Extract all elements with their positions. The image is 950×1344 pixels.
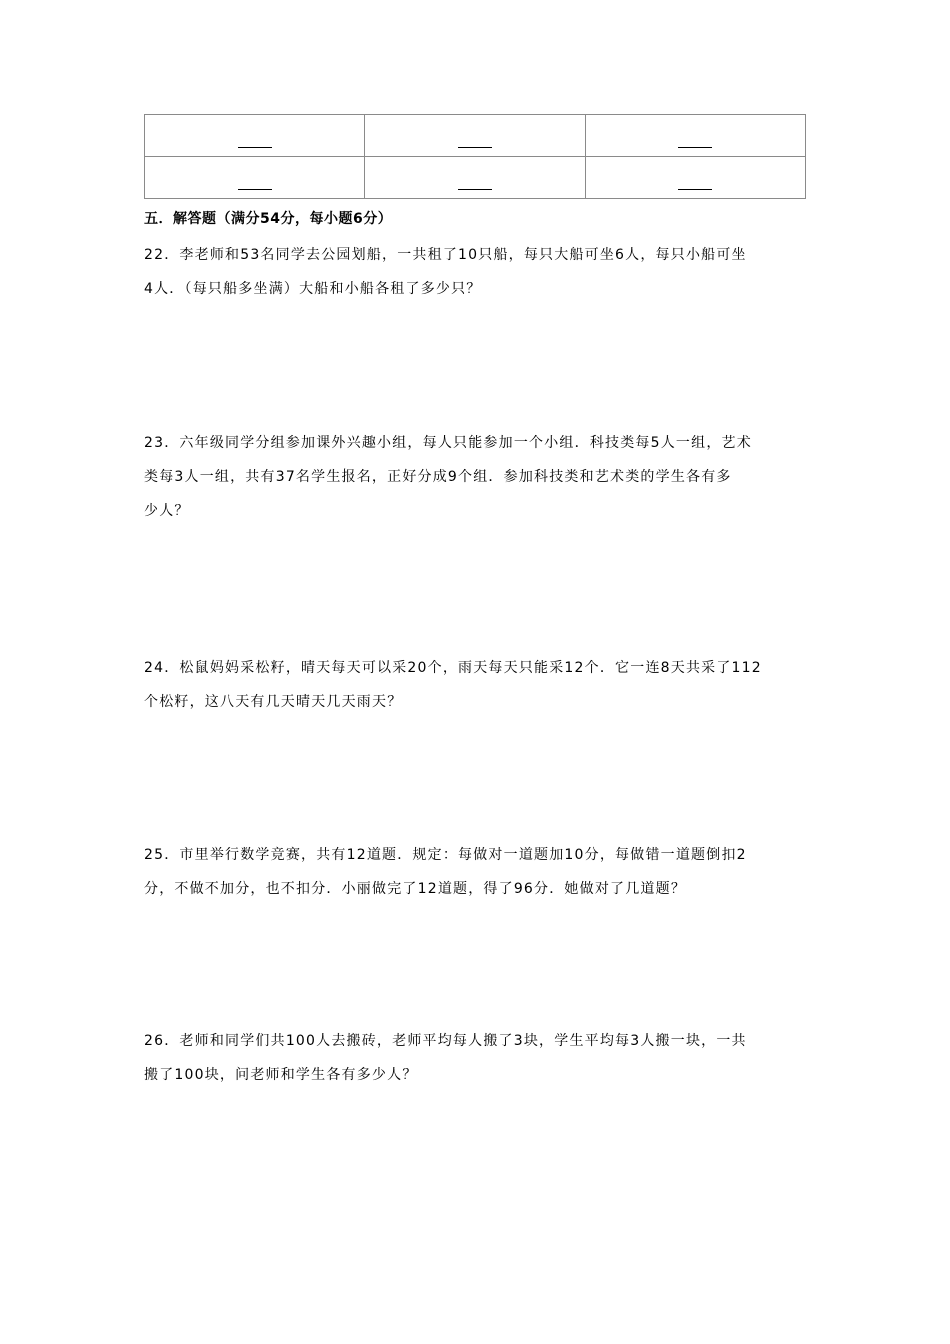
section-heading: 五．解答题（满分54分，每小题6分） xyxy=(144,211,393,227)
problem-24 xyxy=(144,651,808,719)
answer-blank xyxy=(458,179,492,190)
problem-22 xyxy=(144,238,808,306)
problem-line: 22．李老师和53名同学去公园划船，一共租了10只船，每只大船可坐6人，每只小船可坐 xyxy=(144,247,747,263)
table-cell xyxy=(585,157,805,199)
table-cell xyxy=(145,115,365,157)
problem-line: 24．松鼠妈妈采松籽，晴天每天可以采20个，雨天每天只能采12个．它一连8天共采了112 xyxy=(144,660,762,676)
problem-25 xyxy=(144,838,808,906)
answer-blank xyxy=(458,137,492,148)
answer-blank xyxy=(678,137,712,148)
problem-line: 搬了100块，问老师和学生各有多少人？ xyxy=(144,1067,418,1083)
problem-26 xyxy=(144,1024,808,1092)
table-cell xyxy=(365,157,585,199)
problem-line: 分，不做不加分，也不扣分．小丽做完了12道题，得了96分．她做对了几道题？ xyxy=(144,881,687,897)
problem-line: 个松籽，这八天有几天晴天几天雨天？ xyxy=(144,694,403,710)
table-cell xyxy=(365,115,585,157)
problem-line: 26．老师和同学们共100人去搬砖，老师平均每人搬了3块，学生平均每3人搬一块，一共 xyxy=(144,1033,747,1049)
problem-line: 25．市里举行数学竞赛，共有12道题．规定：每做对一道题加10分，每做错一道题倒扣2 xyxy=(144,847,747,863)
problem-line: 23．六年级同学分组参加课外兴趣小组，每人只能参加一个小组．科技类每5人一组，艺术 xyxy=(144,435,752,451)
problem-line: 类每3人一组，共有37名学生报名，正好分成9个组．参加科技类和艺术类的学生各有多 xyxy=(144,469,732,485)
answer-table xyxy=(144,114,806,199)
answer-blank xyxy=(238,179,272,190)
problem-line: 少人？ xyxy=(144,503,190,519)
table-cell xyxy=(585,115,805,157)
table-cell xyxy=(145,157,365,199)
answer-blank xyxy=(678,179,712,190)
problem-23 xyxy=(144,426,808,528)
problem-line: 4人．（每只船多坐满）大船和小船各租了多少只？ xyxy=(144,281,482,297)
answer-blank xyxy=(238,137,272,148)
table-row xyxy=(145,115,806,157)
table-row xyxy=(145,157,806,199)
